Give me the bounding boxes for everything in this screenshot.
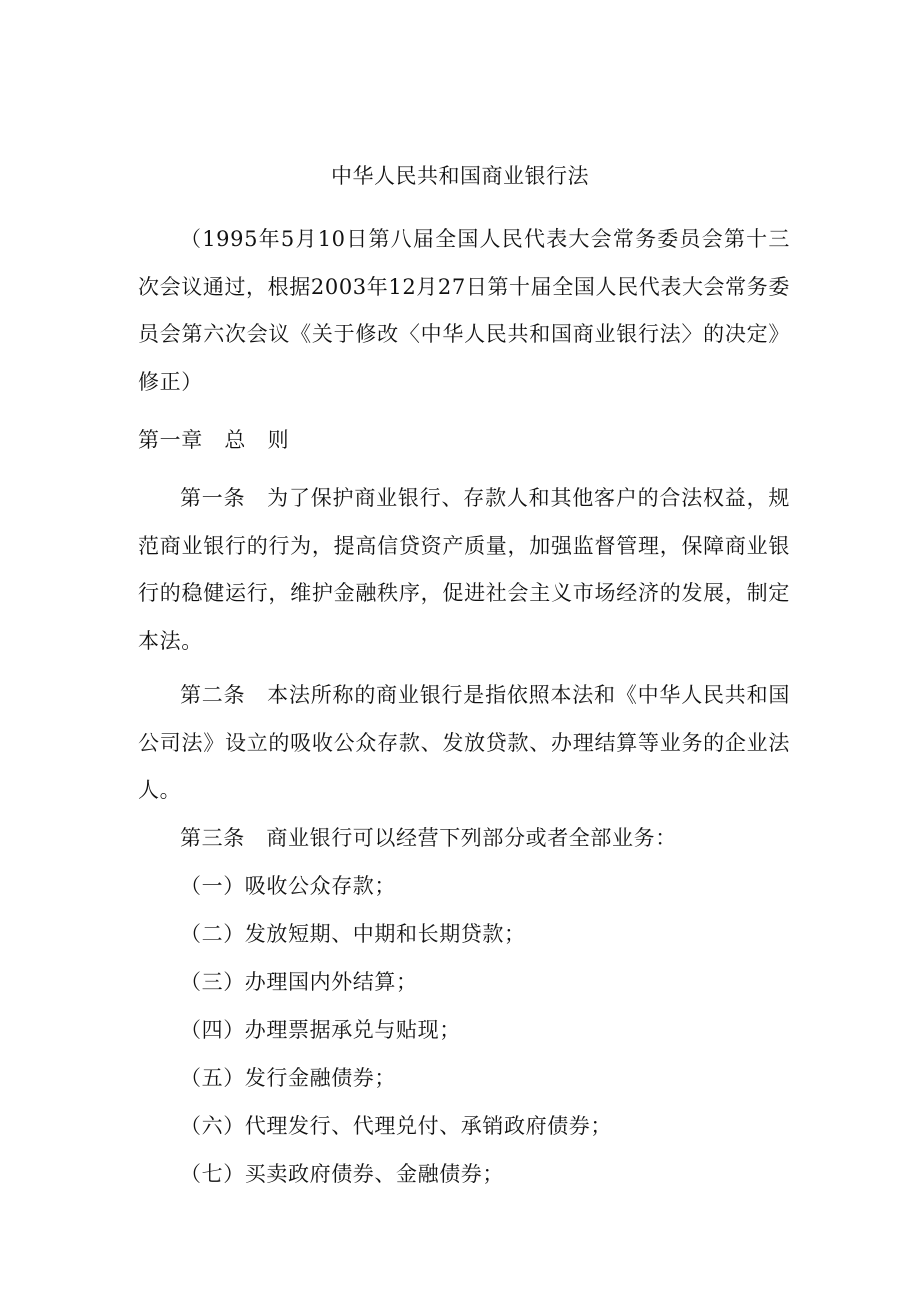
document-title: 中华人民共和国商业银行法 — [331, 164, 589, 188]
article-3-paragraph: 第三条 商业银行可以经营下列部分或者全部业务： — [180, 826, 677, 850]
list-item: （一）吸收公众存款； — [180, 874, 396, 898]
preamble-paragraph: （1995年5月10日第八届全国人民代表大会常务委员会第十三次会议通过，根据2003年12月27日第十届全国人民代表大会常务委员会第六次会议《关于修改〈中华人民共和国商业银行法〉的决定》修正） — [138, 227, 790, 394]
article-1-paragraph: 第一条 为了保护商业银行、存款人和其他客户的合法权益，规范商业银行的行为，提高信贷资产质量，加强监督管理，保障商业银行的稳健运行，维护金融秩序，促进社会主义市场经济的发展，制定本法。 — [138, 486, 790, 653]
list-item: （七）买卖政府债券、金融债券； — [180, 1162, 504, 1186]
article-2-paragraph: 第二条 本法所称的商业银行是指依照本法和《中华人民共和国公司法》设立的吸收公众存款、发放贷款、办理结算等业务的企业法人。 — [138, 683, 790, 802]
list-item: （六）代理发行、代理兑付、承销政府债券； — [180, 1114, 612, 1138]
list-item: （二）发放短期、中期和长期贷款； — [180, 922, 526, 946]
list-item: （五）发行金融债券； — [180, 1066, 396, 1090]
list-item: （三）办理国内外结算； — [180, 970, 418, 994]
list-item: （四）办理票据承兑与贴现； — [180, 1018, 461, 1042]
chapter-heading: 第一章 总 则 — [138, 428, 290, 452]
